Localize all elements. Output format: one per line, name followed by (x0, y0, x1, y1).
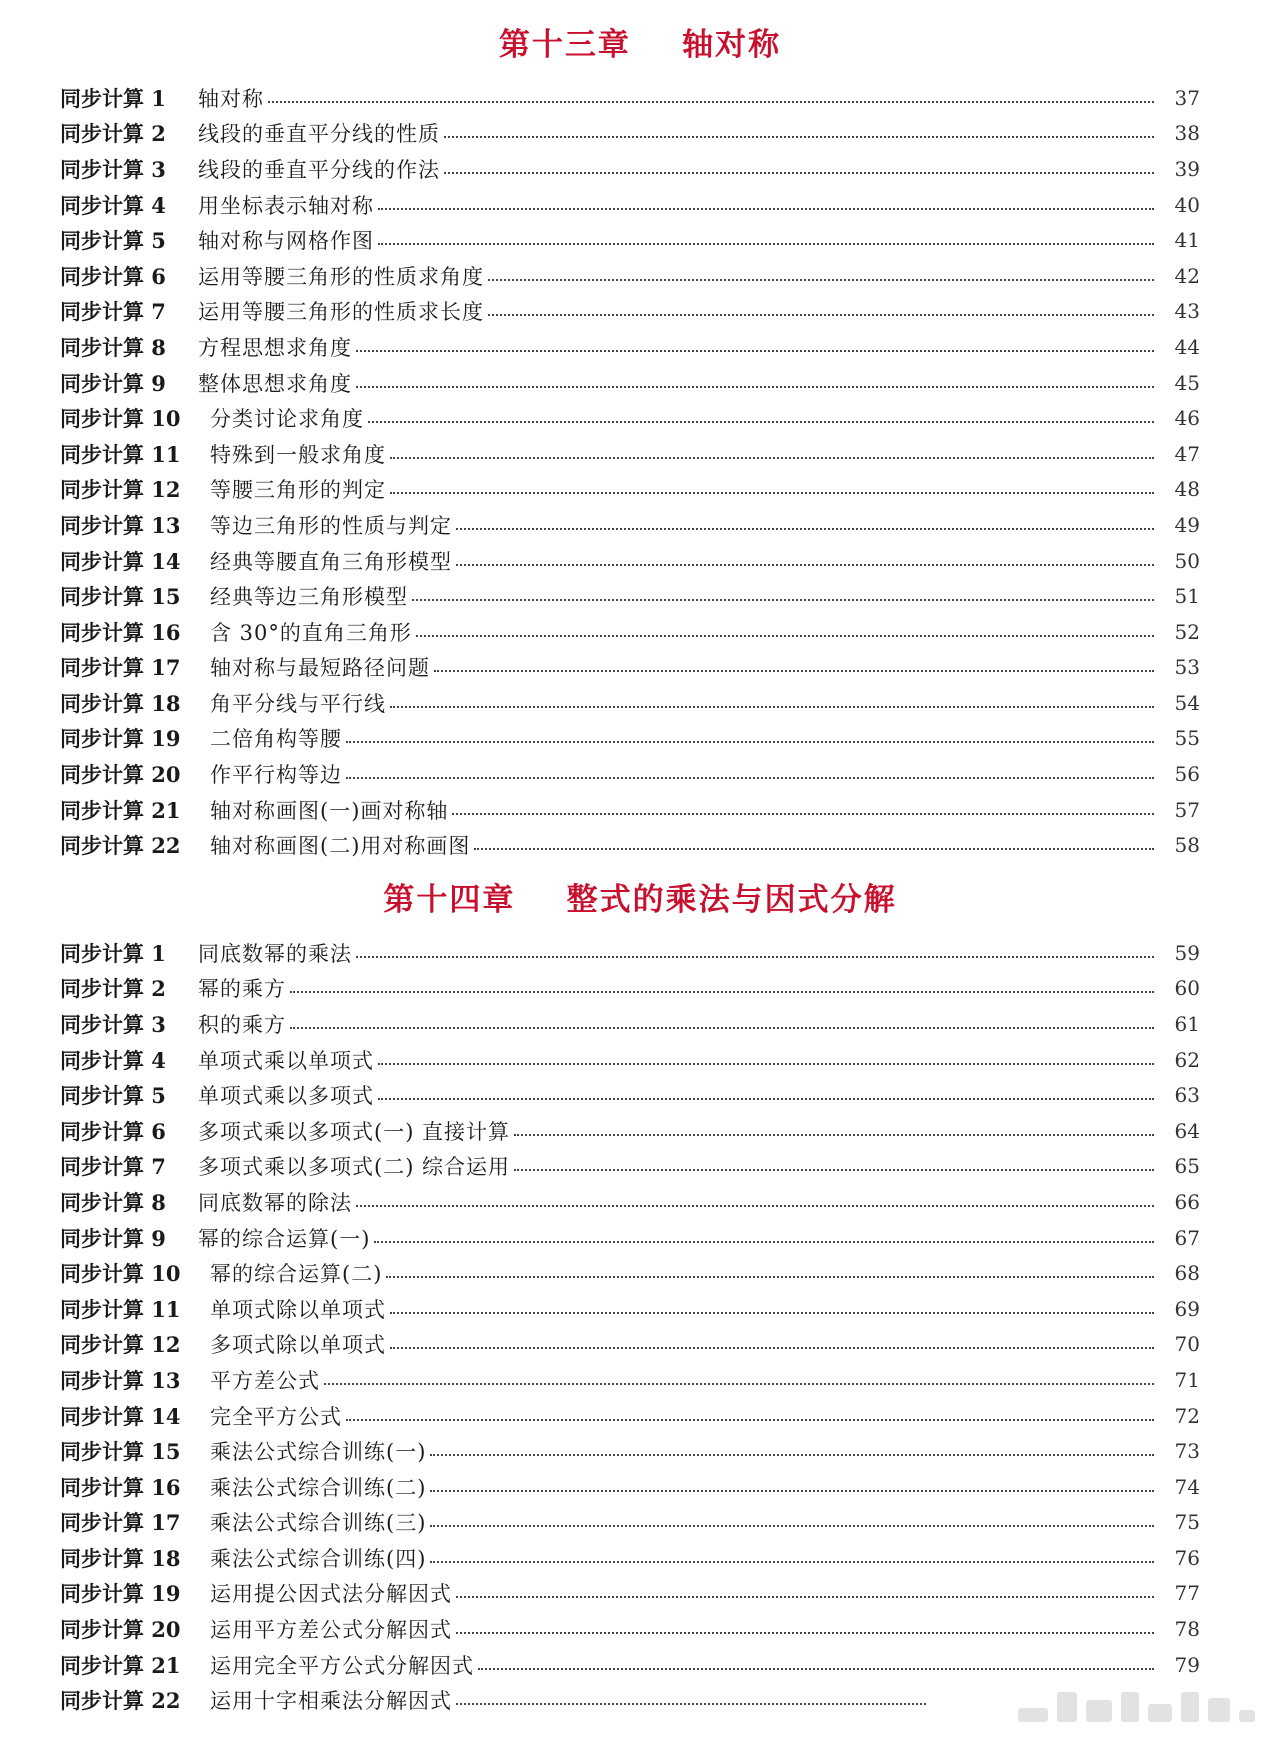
entry-title: 轴对称与网格作图 (198, 229, 374, 254)
entry-page-number: 65 (1174, 1154, 1200, 1179)
entry-page-number: 66 (1174, 1189, 1200, 1214)
entry-title: 幂的综合运算(二) (210, 1262, 383, 1287)
entry-page-number: 49 (1174, 512, 1200, 537)
dot-leader (474, 848, 1154, 850)
dot-leader (356, 386, 1154, 388)
dot-leader (356, 350, 1154, 352)
entry-page-number: 50 (1174, 548, 1200, 573)
dot-leader (390, 1347, 1154, 1349)
entry-label: 同步计算 2 (60, 976, 166, 1002)
entry-label: 同步计算 12 (60, 1332, 181, 1358)
entry-label: 同步计算 1 (60, 940, 166, 966)
entry-label: 同步计算 6 (60, 263, 166, 289)
entry-page-number: 58 (1174, 833, 1200, 858)
entry-page-number: 46 (1174, 406, 1200, 431)
dot-leader (456, 1703, 926, 1705)
toc-entry (60, 827, 1200, 863)
entry-title: 运用完全平方公式分解因式 (210, 1653, 474, 1678)
watermark-logo (1018, 1688, 1268, 1722)
dot-leader (430, 1490, 1154, 1492)
entry-label: 同步计算 14 (60, 548, 181, 574)
dot-leader (378, 243, 1154, 245)
toc-entry (60, 329, 1200, 365)
entry-label: 同步计算 7 (60, 1154, 166, 1180)
dot-leader (514, 1169, 1154, 1171)
entry-title: 作平行构等边 (210, 763, 342, 788)
dot-leader (444, 136, 1154, 138)
entry-title: 二倍角构等腰 (210, 727, 342, 752)
toc-entry (60, 1647, 1200, 1683)
dot-leader (514, 1134, 1154, 1136)
entry-label: 同步计算 20 (60, 762, 181, 788)
dot-leader (456, 1596, 1154, 1598)
dot-leader (416, 635, 1154, 637)
entry-title: 单项式除以单项式 (210, 1297, 386, 1322)
entry-page-number: 69 (1174, 1296, 1200, 1321)
entry-title: 整体思想求角度 (198, 371, 352, 396)
entry-title: 平方差公式 (210, 1368, 320, 1393)
entry-label: 同步计算 8 (60, 334, 166, 360)
entry-title: 单项式乘以单项式 (198, 1048, 374, 1073)
entry-label: 同步计算 17 (60, 1510, 181, 1536)
entry-page-number: 52 (1174, 619, 1200, 644)
dot-leader (488, 314, 1154, 316)
entry-page-number: 78 (1174, 1617, 1200, 1642)
dot-leader (390, 492, 1154, 494)
entry-label: 同步计算 15 (60, 584, 181, 610)
toc-entry (60, 1184, 1200, 1220)
entry-page-number: 42 (1174, 263, 1200, 288)
entry-label: 同步计算 22 (60, 833, 181, 859)
dot-leader (290, 1027, 1154, 1029)
entry-title: 乘法公式综合训练(一) (210, 1440, 427, 1465)
entry-page-number: 70 (1174, 1332, 1200, 1357)
entry-title: 单项式乘以多项式 (198, 1084, 374, 1109)
chapter-14-title: 第十四章 整式的乘法与因式分解 (383, 882, 897, 918)
entry-label: 同步计算 18 (60, 690, 181, 716)
entry-label: 同步计算 16 (60, 619, 181, 645)
entry-page-number: 77 (1174, 1581, 1200, 1606)
entry-page-number: 61 (1174, 1011, 1200, 1036)
dot-leader (390, 457, 1154, 459)
toc-entry (60, 1611, 1200, 1647)
entry-page-number: 74 (1174, 1474, 1200, 1499)
entry-title: 方程思想求角度 (198, 335, 352, 360)
dot-leader (356, 956, 1154, 958)
entry-label: 同步计算 7 (60, 299, 166, 325)
entry-title: 运用等腰三角形的性质求长度 (198, 300, 484, 325)
entry-label: 同步计算 13 (60, 1367, 181, 1393)
entry-page-number: 55 (1174, 726, 1200, 751)
toc-entry (60, 1006, 1200, 1042)
entry-title: 多项式除以单项式 (210, 1333, 386, 1358)
toc-entry (60, 1291, 1200, 1327)
entry-title: 轴对称与最短路径问题 (210, 656, 430, 681)
dot-leader (378, 1063, 1154, 1065)
toc-entry (60, 1220, 1200, 1256)
toc-entry (60, 543, 1200, 579)
entry-title: 乘法公式综合训练(二) (210, 1475, 427, 1500)
entry-title: 幂的乘方 (198, 977, 286, 1002)
toc-entry (60, 935, 1200, 971)
toc-entry (60, 294, 1200, 330)
entry-label: 同步计算 19 (60, 1581, 181, 1607)
toc-entry (60, 472, 1200, 508)
entry-page-number: 53 (1174, 655, 1200, 680)
entry-label: 同步计算 12 (60, 477, 181, 503)
entry-title: 等腰三角形的判定 (210, 478, 386, 503)
dot-leader (434, 670, 1154, 672)
entry-label: 同步计算 21 (60, 797, 181, 823)
entry-title: 多项式乘以多项式(二) 综合运用 (198, 1155, 511, 1180)
dot-leader (346, 741, 1154, 743)
dot-leader (346, 1419, 1154, 1421)
dot-leader (378, 1098, 1154, 1100)
dot-leader (390, 1312, 1154, 1314)
entry-title: 同底数幂的乘法 (198, 941, 352, 966)
entry-title: 运用等腰三角形的性质求角度 (198, 264, 484, 289)
dot-leader (456, 564, 1154, 566)
chapter-14-toc-list (60, 935, 1200, 1718)
entry-label: 同步计算 8 (60, 1189, 166, 1215)
dot-leader (488, 279, 1154, 281)
entry-page-number: 48 (1174, 477, 1200, 502)
toc-entry (60, 685, 1200, 721)
entry-page-number: 40 (1174, 192, 1200, 217)
chapter-13-title: 第十三章 轴对称 (498, 27, 782, 63)
entry-page-number: 59 (1174, 940, 1200, 965)
entry-title: 积的乘方 (198, 1012, 286, 1037)
entry-label: 同步计算 21 (60, 1652, 181, 1678)
dot-leader (368, 421, 1154, 423)
toc-entry (60, 1540, 1200, 1576)
entry-label: 同步计算 11 (60, 1296, 181, 1322)
toc-entry (60, 756, 1200, 792)
entry-title: 线段的垂直平分线的性质 (198, 122, 440, 147)
dot-leader (444, 172, 1154, 174)
entry-page-number: 76 (1174, 1545, 1200, 1570)
entry-page-number: 60 (1174, 976, 1200, 1001)
toc-entry (60, 116, 1200, 152)
entry-title: 运用提公因式法分解因式 (210, 1582, 452, 1607)
toc-entry (60, 507, 1200, 543)
toc-entry (60, 80, 1200, 116)
entry-title: 完全平方公式 (210, 1404, 342, 1429)
toc-entry (60, 1327, 1200, 1363)
entry-label: 同步计算 16 (60, 1474, 181, 1500)
entry-label: 同步计算 6 (60, 1118, 166, 1144)
entry-page-number: 79 (1174, 1652, 1200, 1677)
dot-leader (374, 1241, 1154, 1243)
toc-entry (60, 1149, 1200, 1185)
dot-leader (290, 991, 1154, 993)
entry-title: 含 30°的直角三角形 (210, 620, 412, 645)
toc-entry (60, 1255, 1200, 1291)
entry-page-number: 63 (1174, 1083, 1200, 1108)
toc-entry (60, 1433, 1200, 1469)
toc-entry (60, 792, 1200, 828)
entry-page-number: 37 (1174, 85, 1200, 110)
entry-title: 经典等边三角形模型 (210, 585, 408, 610)
dot-leader (478, 1668, 1154, 1670)
entry-title: 角平分线与平行线 (210, 691, 386, 716)
entry-label: 同步计算 5 (60, 228, 166, 254)
entry-page-number: 72 (1174, 1403, 1200, 1428)
entry-page-number: 67 (1174, 1225, 1200, 1250)
entry-page-number: 64 (1174, 1118, 1200, 1143)
entry-title: 轴对称画图(一)画对称轴 (210, 798, 449, 823)
dot-leader (456, 528, 1154, 530)
dot-leader (430, 1454, 1154, 1456)
toc-entry (60, 258, 1200, 294)
toc-entry (60, 614, 1200, 650)
dot-leader (386, 1276, 1154, 1278)
entry-label: 同步计算 9 (60, 370, 166, 396)
entry-page-number: 51 (1174, 584, 1200, 609)
toc-entry (60, 151, 1200, 187)
toc-entry (60, 365, 1200, 401)
entry-label: 同步计算 9 (60, 1225, 166, 1251)
entry-label: 同步计算 18 (60, 1545, 181, 1571)
dot-leader (378, 208, 1154, 210)
dot-leader (346, 777, 1154, 779)
entry-title: 经典等腰直角三角形模型 (210, 549, 452, 574)
entry-page-number: 62 (1174, 1047, 1200, 1072)
entry-label: 同步计算 19 (60, 726, 181, 752)
chapter-13-toc-list (60, 80, 1200, 863)
entry-page-number: 57 (1174, 797, 1200, 822)
entry-page-number: 71 (1174, 1367, 1200, 1392)
entry-title: 运用平方差公式分解因式 (210, 1618, 452, 1643)
entry-label: 同步计算 3 (60, 1011, 166, 1037)
toc-entry (60, 1362, 1200, 1398)
entry-page-number: 45 (1174, 370, 1200, 395)
entry-page-number: 75 (1174, 1510, 1200, 1535)
entry-page-number: 39 (1174, 156, 1200, 181)
entry-title: 等边三角形的性质与判定 (210, 513, 452, 538)
entry-title: 同底数幂的除法 (198, 1190, 352, 1215)
entry-page-number: 56 (1174, 762, 1200, 787)
toc-entry (60, 721, 1200, 757)
dot-leader (356, 1205, 1154, 1207)
entry-title: 特殊到一般求角度 (210, 442, 386, 467)
dot-leader (390, 706, 1154, 708)
entry-title: 多项式乘以多项式(一) 直接计算 (198, 1119, 511, 1144)
entry-label: 同步计算 4 (60, 192, 166, 218)
entry-title: 运用十字相乘法分解因式 (210, 1689, 452, 1714)
toc-entry (60, 578, 1200, 614)
entry-page-number: 41 (1174, 228, 1200, 253)
toc-entry (60, 650, 1200, 686)
entry-page-number: 38 (1174, 121, 1200, 146)
entry-label: 同步计算 2 (60, 121, 166, 147)
entry-title: 分类讨论求角度 (210, 407, 364, 432)
entry-label: 同步计算 20 (60, 1617, 181, 1643)
entry-page-number: 73 (1174, 1439, 1200, 1464)
entry-title: 乘法公式综合训练(三) (210, 1511, 427, 1536)
entry-label: 同步计算 5 (60, 1083, 166, 1109)
toc-entry (60, 187, 1200, 223)
dot-leader (430, 1525, 1154, 1527)
entry-label: 同步计算 11 (60, 441, 181, 467)
entry-label: 同步计算 17 (60, 655, 181, 681)
entry-title: 轴对称画图(二)用对称画图 (210, 834, 471, 859)
entry-title: 幂的综合运算(一) (198, 1226, 371, 1251)
entry-title: 线段的垂直平分线的作法 (198, 157, 440, 182)
toc-entry (60, 1576, 1200, 1612)
entry-page-number: 68 (1174, 1261, 1200, 1286)
entry-page-number: 44 (1174, 334, 1200, 359)
entry-label: 同步计算 4 (60, 1047, 166, 1073)
dot-leader (430, 1561, 1154, 1563)
dot-leader (324, 1383, 1154, 1385)
dot-leader (412, 599, 1154, 601)
toc-entry (60, 1113, 1200, 1149)
toc-entry (60, 1469, 1200, 1505)
entry-title: 用坐标表示轴对称 (198, 193, 374, 218)
entry-title: 乘法公式综合训练(四) (210, 1546, 427, 1571)
dot-leader (456, 1632, 1154, 1634)
toc-entry (60, 1077, 1200, 1113)
toc-entry (60, 1505, 1200, 1541)
toc-entry (60, 436, 1200, 472)
dot-leader (268, 101, 1154, 103)
entry-label: 同步计算 1 (60, 85, 166, 111)
dot-leader (452, 813, 1154, 815)
entry-label: 同步计算 15 (60, 1439, 181, 1465)
entry-page-number: 54 (1174, 690, 1200, 715)
entry-page-number: 43 (1174, 299, 1200, 324)
entry-label: 同步计算 13 (60, 512, 181, 538)
toc-entry (60, 1398, 1200, 1434)
toc-entry (60, 400, 1200, 436)
toc-entry (60, 1042, 1200, 1078)
entry-label: 同步计算 10 (60, 1261, 181, 1287)
entry-label: 同步计算 10 (60, 406, 181, 432)
toc-entry (60, 971, 1200, 1007)
entry-title: 轴对称 (198, 86, 264, 111)
toc-entry (60, 222, 1200, 258)
entry-label: 同步计算 3 (60, 156, 166, 182)
entry-label: 同步计算 14 (60, 1403, 181, 1429)
entry-page-number: 47 (1174, 441, 1200, 466)
entry-label: 同步计算 22 (60, 1688, 181, 1714)
